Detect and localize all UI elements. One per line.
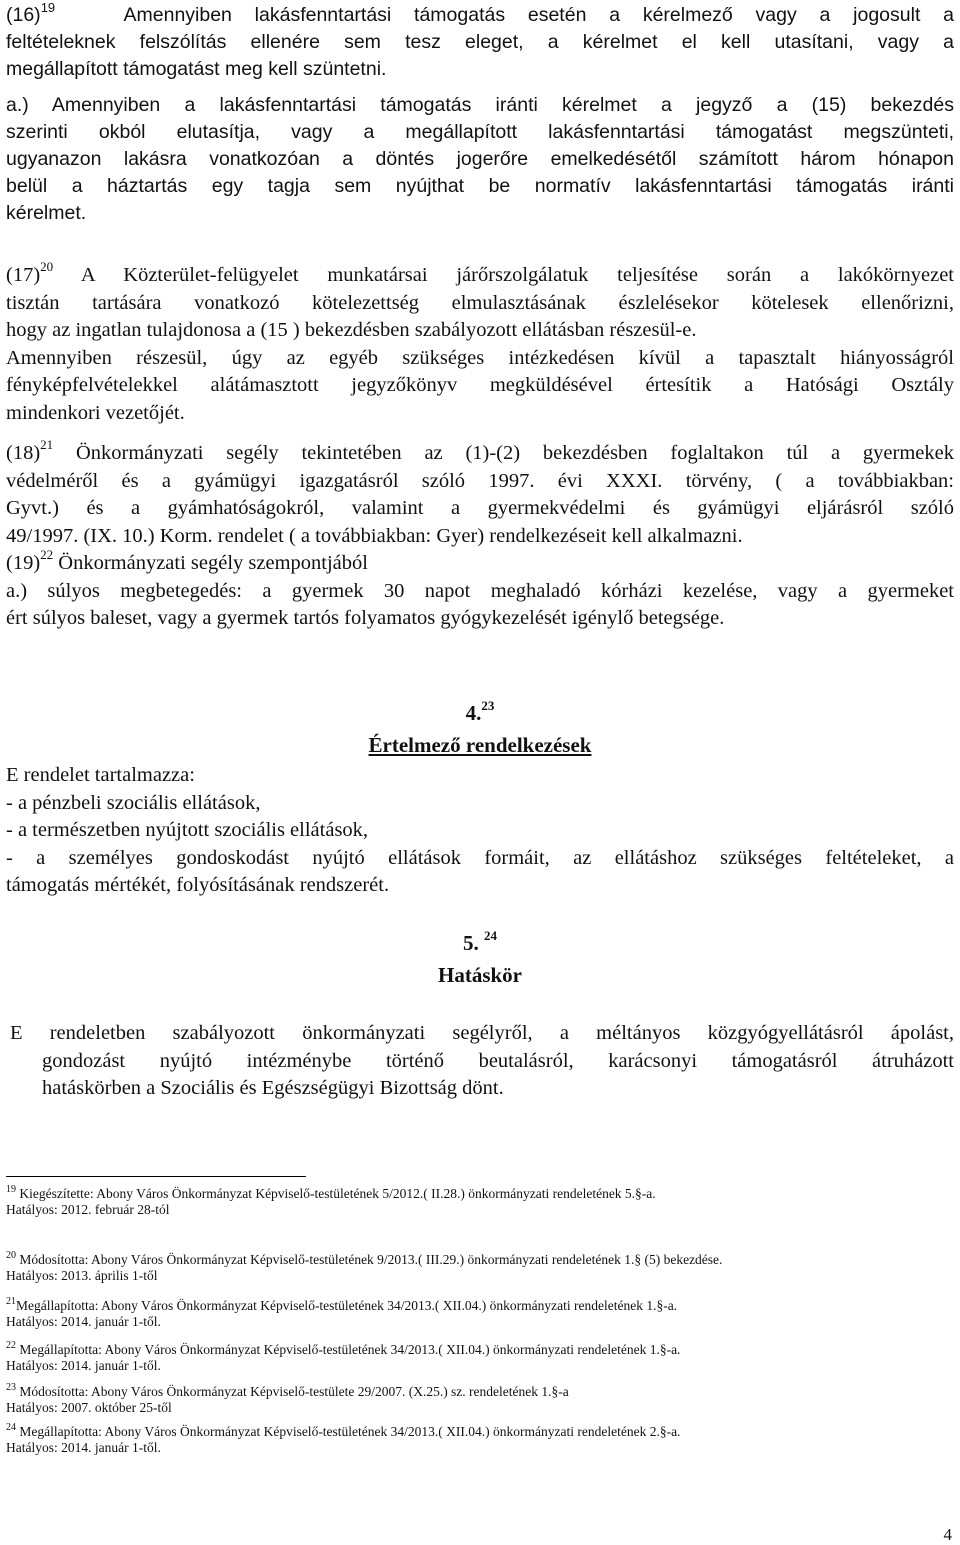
section-5-body	[10, 1020, 954, 1103]
paragraph-number: (18)	[6, 442, 41, 464]
paragraph-line: szerinti okból elutasítja, vagy a megállapított lakásfenntartási támogatást megszünteti,	[6, 121, 954, 143]
section-5-number: 5. $^{24}$	[463, 928, 497, 955]
section-4-title: Értelmező rendelkezések	[368, 733, 592, 757]
footnote	[6, 1421, 946, 1456]
section-4-number: 4.23	[465, 698, 495, 725]
footnote-text: Megállapította: Abony Város Önkormányzat Képviselő-testületének 34/2013.( XII.04.) önkormányzati rendeletének 1.§-a.	[16, 1298, 678, 1313]
paragraph-line: kérelmet.	[6, 202, 87, 224]
footnote-text: Módosította: Abony Város Önkormányzat Képviselő-testületének 9/2013.( III.29.) önkormányzati rendeletének 1.§ (5) bekezdése.	[19, 1252, 723, 1267]
list-item: - a pénzbeli szociális ellátások,	[6, 791, 261, 814]
paragraph-line: feltételeknek felszólítás ellenére sem tesz eleget, a kérelmet el kell utasítani, vagy a	[6, 31, 954, 53]
paragraph-17	[6, 259, 954, 427]
footnote	[6, 1295, 946, 1330]
section-4-body	[6, 762, 954, 900]
footnote-number: 19	[6, 1183, 16, 1195]
paragraph-number: (17)	[6, 264, 41, 286]
paragraph-line: Önkormányzati segély szempontjából	[58, 552, 368, 574]
paragraph-line: a.) súlyos megbetegedés: a gyermek 30 napot meghaladó kórházi kezelése, vagy a gyermeket	[6, 579, 954, 602]
footnote-ref: 24	[484, 928, 497, 943]
footnote-separator	[6, 1176, 306, 1177]
paragraph-line: hogy az ingatlan tulajdonosa a (15 ) bekezdésben szabályozott ellátásban részesül-e.	[6, 319, 697, 341]
list-item: - a természetben nyújtott szociális ellátások,	[6, 819, 369, 841]
paragraph-line: Amennyiben részesül, úgy az egyéb szükséges intézkedésen kívül a tapasztalt hiányosságról	[6, 346, 954, 369]
footnote-text: Módosította: Abony Város Önkormányzat Képviselő-testülete 29/2007. (X.25.) sz. rendeletének 1.§-a	[19, 1384, 569, 1399]
footnote	[6, 1381, 946, 1416]
paragraph-line: belül a háztartás egy tagja sem nyújthat be normatív lakásfenntartási támogatás iránti	[6, 175, 954, 197]
footnote	[6, 1249, 946, 1284]
paragraph-line: védelméről és a gyámügyi igazgatásról szóló 1997. évi XXXI. törvény, ( a továbbiakban:	[6, 469, 954, 492]
paragraph-number: (19)	[6, 552, 41, 574]
footnote-number: 21	[6, 1295, 16, 1307]
footnote	[6, 1183, 946, 1218]
footnote-ref: 21	[40, 437, 54, 453]
list-item: - a személyes gondoskodást nyújtó ellátások formáit, az ellátáshoz szükséges feltételeket, a	[6, 846, 954, 869]
footnote-ref: 20	[40, 259, 54, 275]
footnote-validity: Hatályos: 2012. február 28-tól	[6, 1202, 170, 1217]
paragraph-line: megállapított támogatást meg kell szüntetni.	[6, 58, 387, 80]
paragraph-line: A Közterület-felügyelet munkatársai járőrszolgálatuk teljesítése során a lakókörnyezet	[80, 264, 954, 286]
paragraph-16-a	[6, 92, 954, 227]
footnote-number: 20	[6, 1249, 16, 1261]
footnote-text: Megállapította: Abony Város Önkormányzat Képviselő-testületének 34/2013.( XII.04.) önkormányzati rendeletének 2.§-a.	[19, 1424, 681, 1439]
footnote-number: 24	[6, 1421, 16, 1433]
paragraph-line: ért súlyos baleset, vagy a gyermek tartós folyamatos gyógykezelését igénylő betegsége.	[6, 607, 725, 629]
footnote-number: 22	[6, 1339, 16, 1351]
footnote-validity: Hatályos: 2014. január 1-től.	[6, 1440, 161, 1455]
footnote-number: 23	[6, 1381, 16, 1393]
footnote-validity: Hatályos: 2014. január 1-től.	[6, 1314, 161, 1329]
paragraph-16	[6, 2, 954, 83]
paragraph-line: gondozást nyújtó intézménybe történő beutalásról, karácsonyi támogatásról átruházott	[42, 1049, 954, 1072]
footnote-validity: Hatályos: 2013. április 1-től	[6, 1268, 158, 1283]
paragraph-line: E rendeletben szabályozott önkormányzati segélyről, a méltányos közgyógyellátásról ápolást,	[10, 1022, 954, 1044]
list-item-continuation: támogatás mértékét, folyósításának rendszerét.	[6, 874, 390, 896]
paragraph-line: E rendelet tartalmazza:	[6, 764, 195, 786]
paragraph-line: Önkormányzati segély tekintetében az (1)-(2) bekezdésben foglaltakon túl a gyermekek	[75, 442, 954, 464]
paragraph-line: hatáskörben a Szociális és Egészségügyi Bizottság dönt.	[42, 1077, 504, 1099]
paragraph-line: mindenkori vezetőjét.	[6, 401, 185, 424]
page-number: 4	[943, 1525, 952, 1544]
footnote-ref: 23	[481, 698, 495, 713]
footnote-validity: Hatályos: 2014. január 1-től.	[6, 1358, 161, 1373]
paragraph-line: Amennyiben lakásfenntartási támogatás esetén a kérelmező vagy a jogosult a	[123, 4, 954, 26]
paragraph-line: ugyanazon lakásra vonatkozóan a döntés jogerőre emelkedésétől számított három hónapon	[6, 148, 954, 170]
paragraph-18	[6, 437, 954, 550]
paragraph-line: a.) Amennyiben a lakásfenntartási támogatás iránti kérelmet a jegyző a (15) bekezdés	[6, 94, 954, 116]
footnote-text: Kiegészítette: Abony Város Önkormányzat Képviselő-testületének 5/2012.( II.28.) önkormányzati rendeletének 5.§-a.	[19, 1186, 656, 1201]
paragraph-line: tisztán tartására vonatkozó kötelezettség elmulasztásának észlelésekor kötelesek ellenőrizni,	[6, 291, 954, 314]
footnote	[6, 1339, 946, 1374]
paragraph-line: fényképfelvételekkel alátámasztott jegyzőkönyv megküldésével értesítik a Hatósági Osztály	[6, 374, 954, 396]
footnote-ref: 22	[40, 547, 54, 563]
paragraph-line: Gyvt.) és a gyámhatóságokról, valamint a gyermekvédelmi és gyámügyi eljárásról szóló	[6, 497, 954, 519]
footnote-validity: Hatályos: 2007. október 25-től	[6, 1400, 172, 1415]
paragraph-line: 49/1997. (IX. 10.) Korm. rendelet ( a továbbiakban: Gyer) rendelkezéseit kell alkalmazni.	[6, 524, 743, 547]
paragraph-number: (16)	[6, 4, 41, 26]
footnote-text: Megállapította: Abony Város Önkormányzat Képviselő-testületének 34/2013.( XII.04.) önkormányzati rendeletének 1.§-a.	[19, 1342, 681, 1357]
footnote-ref: 19	[40, 0, 56, 15]
paragraph-19	[6, 547, 954, 633]
section-5-title: Hatáskör	[438, 963, 522, 987]
